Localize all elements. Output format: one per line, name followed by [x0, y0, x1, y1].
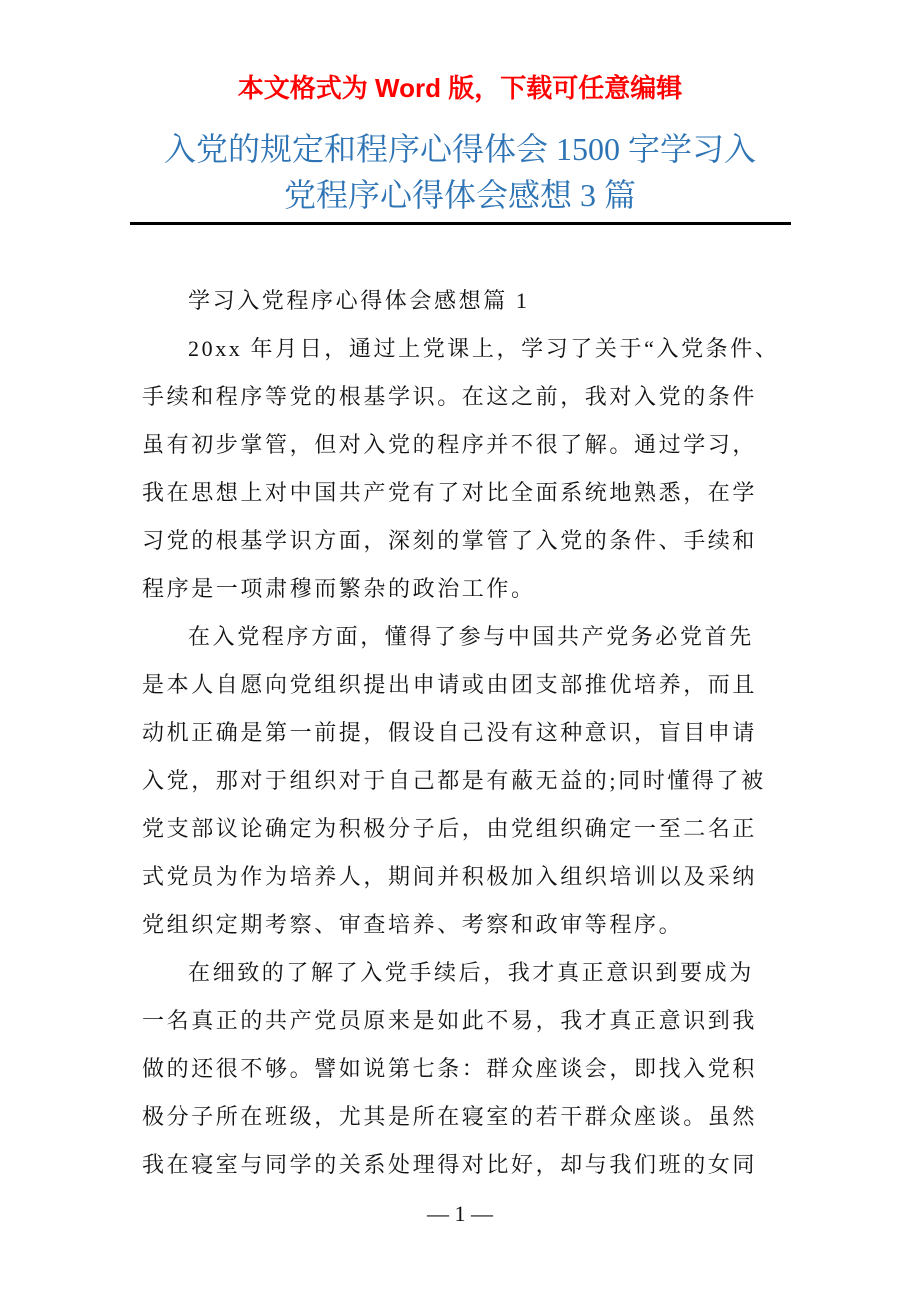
title-divider [130, 222, 791, 225]
paragraph-1-line: 20xx 年月日，通过上党课上，学习了关于“入党条件、 [188, 336, 780, 361]
document-title-line-2: 党程序心得体会感想 3 篇 [283, 177, 636, 213]
paragraph-3-line: 极分子所在班级，尤其是所在寝室的若干群众座谈。虽然 [142, 1104, 758, 1129]
paragraph-3-line: 我在寝室与同学的关系处理得对比好，却与我们班的女同 [142, 1152, 758, 1177]
paragraph-2-line: 动机正确是第一前提，假设自己没有这种意识，盲目申请 [142, 720, 758, 745]
paragraph-2-line: 党组织定期考察、审查培养、考察和政审等程序。 [142, 912, 684, 937]
paragraph-1-line: 习党的根基学识方面，深刻的掌管了入党的条件、手续和 [142, 528, 758, 553]
paragraph-2-line: 党支部议论确定为积极分子后，由党组织确定一至二名正 [142, 816, 758, 841]
document-title-line-1: 入党的规定和程序心得体会 1500 字学习入 [163, 131, 756, 167]
paragraph-3-line: 在细致的了解了入党手续后，我才真正意识到要成为 [188, 960, 754, 985]
paragraph-3-line: 一名真正的共产党员原来是如此不易，我才真正意识到我 [142, 1008, 758, 1033]
word-format-notice: 本文格式为 Word 版，下载可任意编辑 [237, 73, 683, 103]
paragraph-1-line: 程序是一项肃穆而繁杂的政治工作。 [142, 576, 536, 601]
paragraph-2-line: 是本人自愿向党组织提出申请或由团支部推优培养，而且 [142, 672, 758, 697]
paragraph-1-line: 手续和程序等党的根基学识。在这之前，我对入党的条件 [142, 384, 758, 409]
paragraph-2-line: 在入党程序方面，懂得了参与中国共产党务必党首先 [188, 624, 754, 649]
page-number: — 1 — [427, 1201, 493, 1226]
paragraph-2-line: 式党员为作为培养人，期间并积极加入组织培训以及采纳 [142, 864, 758, 889]
paragraph-1-line: 我在思想上对中国共产党有了对比全面系统地熟悉，在学 [142, 480, 758, 505]
section-heading: 学习入党程序心得体会感想篇 1 [188, 288, 530, 313]
paragraph-1-line: 虽有初步掌管，但对入党的程序并不很了解。通过学习， [142, 432, 758, 457]
paragraph-2-line: 入党，那对于组织对于自己都是有蔽无益的;同时懂得了被 [142, 768, 766, 793]
paragraph-3-line: 做的还很不够。譬如说第七条：群众座谈会，即找入党积 [142, 1056, 758, 1081]
